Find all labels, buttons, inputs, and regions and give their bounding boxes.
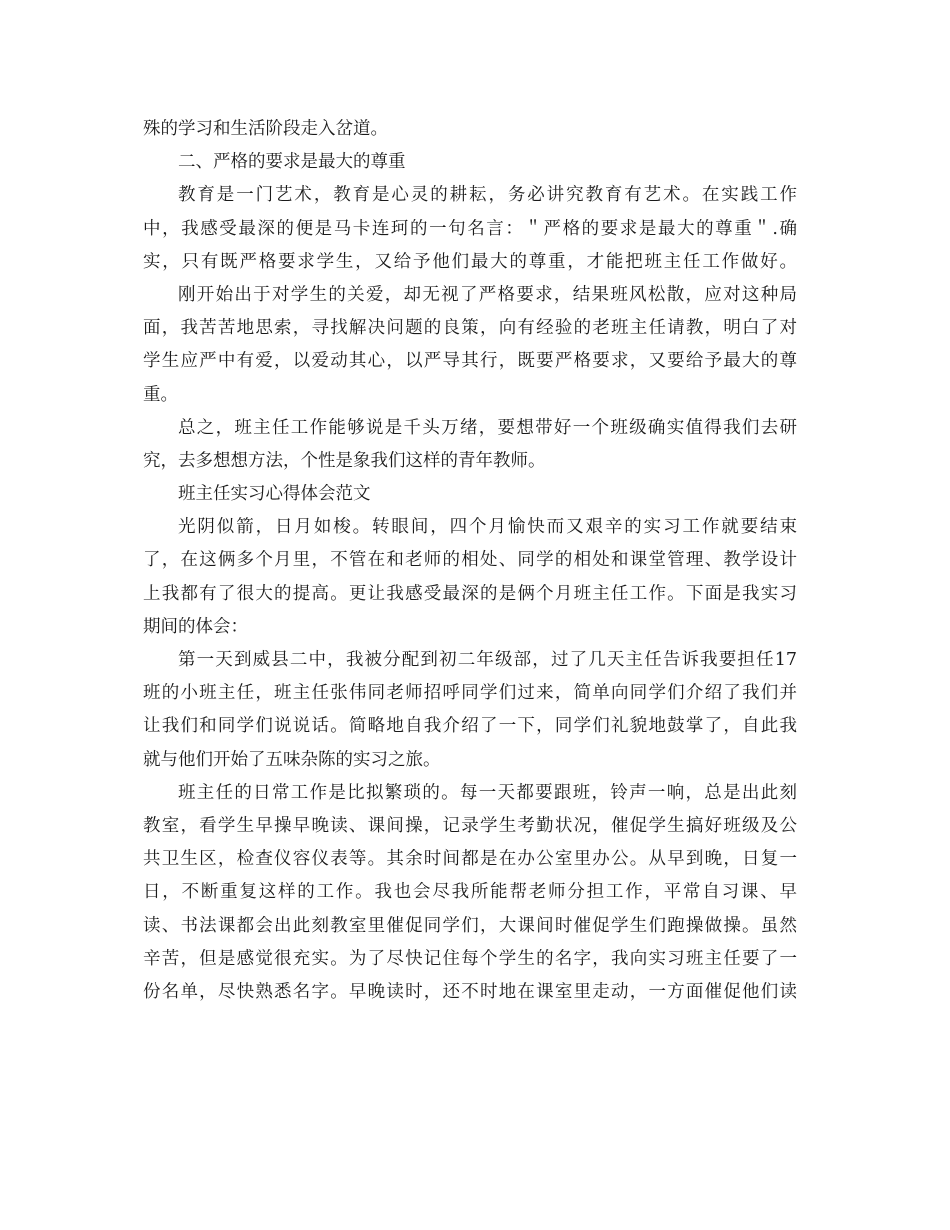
text-line: 学生应严中有爱，以爱动其心，以严导其行，既要严格要求，又要给予最大的尊 [143, 351, 797, 372]
paragraph-first-line: 光阴似箭，日月如梭。转眼间，四个月愉快而又艰辛的实习工作就要结束 [178, 517, 797, 538]
text-line: 殊的学习和生活阶段走入岔道。 [143, 119, 388, 139]
text-line: 中，我感受最深的便是马卡连珂的一句名言：＂严格的要求是最大的尊重＂.确 [143, 218, 797, 239]
text-line: 重。 [143, 384, 178, 405]
paragraph-first-line: 班主任实习心得体会范文 [178, 484, 371, 505]
paragraph-first-line: 刚开始出于对学生的关爱，却无视了严格要求，结果班风松散，应对这种局 [178, 284, 797, 305]
paragraph-first-line: 第一天到威县二中，我被分配到初二年级部，过了几天主任告诉我要担任17 [178, 650, 797, 670]
text-line: 教室，看学生早操早晚读、课间操，记录学生考勤状况，催促学生搞好班级及公 [143, 815, 797, 836]
text-line: 期间的体会： [143, 616, 248, 637]
paragraph-first-line: 教育是一门艺术，教育是心灵的耕耘，务必讲究教育有艺术。在实践工作 [178, 185, 797, 206]
text-line: 面，我苦苦地思索，寻找解决问题的良策，向有经验的老班主任请教，明白了对 [143, 318, 797, 339]
text-line: 份名单，尽快熟悉名字。早晚读时，还不时地在课室里走动，一方面催促他们读 [143, 981, 797, 1002]
paragraph-first-line: 班主任的日常工作是比拟繁琐的。每一天都要跟班，铃声一响，总是出此刻 [178, 782, 797, 803]
text-line: 让我们和同学们说说话。简略地自我介绍了一下，同学们礼貌地鼓掌了，自此我 [143, 716, 797, 737]
text-line: 上我都有了很大的提高。更让我感受最深的是俩个月班主任工作。下面是我实习 [143, 583, 797, 604]
text-line: 读、书法课都会出此刻教室里催促同学们，大课间时催促学生们跑操做操。虽然 [143, 915, 797, 936]
paragraph-first-line: 总之，班主任工作能够说是千头万绪，要想带好一个班级确实值得我们去研 [178, 417, 797, 438]
text-line: 了，在这俩多个月里，不管在和老师的相处、同学的相处和课堂管理、教学设计 [143, 550, 797, 571]
text-line: 就与他们开始了五味杂陈的实习之旅。 [143, 749, 441, 770]
paragraph-first-line: 二、严格的要求是最大的尊重 [178, 152, 406, 173]
document-body [143, 113, 797, 1009]
text-line: 实，只有既严格要求学生，又给予他们最大的尊重，才能把班主任工作做好。 [143, 251, 797, 272]
text-line: 究，去多想想方法，个性是象我们这样的青年教师。 [143, 450, 546, 471]
text-line: 日，不断重复这样的工作。我也会尽我所能帮老师分担工作，平常自习课、早 [143, 882, 797, 903]
text-line: 辛苦，但是感觉很充实。为了尽快记住每个学生的名字，我向实习班主任要了一 [143, 948, 797, 969]
text-line: 共卫生区，检查仪容仪表等。其余时间都是在办公室里办公。从早到晚，日复一 [143, 849, 797, 870]
text-line: 班的小班主任，班主任张伟同老师招呼同学们过来，简单向同学们介绍了我们并 [143, 683, 797, 704]
